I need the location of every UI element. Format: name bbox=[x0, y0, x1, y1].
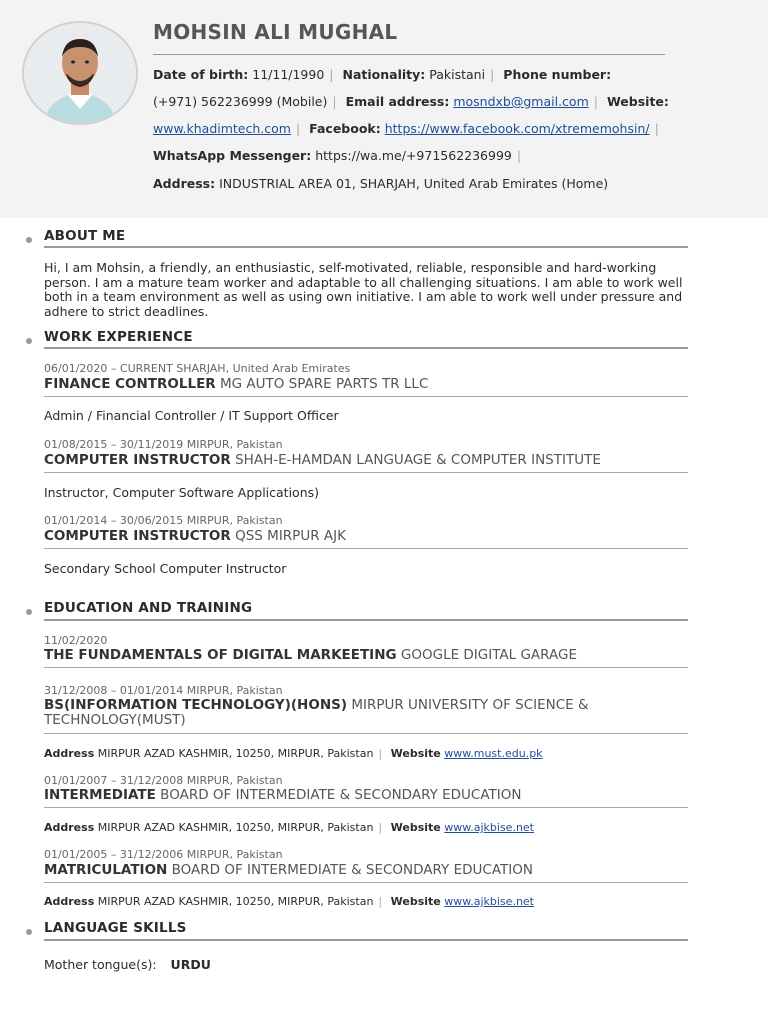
info-line-3: www.khadimtech.com | Facebook: https://www.facebook.com/xtrememohsin/ | bbox=[153, 121, 659, 136]
whatsapp-value: https://wa.me/+971562236999 bbox=[315, 148, 512, 163]
section-bullet-icon bbox=[26, 338, 32, 344]
about-section-title: ABOUT ME bbox=[44, 228, 126, 244]
candidate-name: MOHSIN ALI MUGHAL bbox=[153, 20, 398, 44]
about-text: Hi, I am Mohsin, a friendly, an enthusiastic, self-motivated, reliable, responsible and hard-working person. I am a mature team worker and adaptable to all challenging situations. I am able to work well both in a team environment as well as using own initiative. I am able to work well under pressure and adhere to strict deadlines. bbox=[44, 260, 683, 319]
work-entry-title bbox=[44, 453, 684, 468]
address-label: Address: bbox=[153, 176, 216, 191]
work-date: 01/01/2014 – 30/06/2015 MIRPUR, Pakistan bbox=[44, 514, 283, 527]
info-line-2: (+971) 562236999 (Mobile) | Email address: mosndxb@gmail.com | Website: bbox=[153, 94, 669, 109]
education-website-link[interactable]: www.must.edu.pk bbox=[444, 747, 543, 760]
language-divider bbox=[44, 939, 688, 941]
education-org: BOARD OF INTERMEDIATE & SECONDARY EDUCATION bbox=[160, 787, 522, 803]
email-link[interactable]: mosndxb@gmail.com bbox=[453, 94, 589, 109]
section-bullet-icon bbox=[26, 929, 32, 935]
education-divider bbox=[44, 619, 688, 621]
work-desc: Admin / Financial Controller / IT Support Officer bbox=[44, 408, 339, 423]
work-entry-title bbox=[44, 377, 684, 392]
info-line-5 bbox=[153, 176, 608, 191]
education-address-line: Address MIRPUR AZAD KASHMIR, 10250, MIRPUR, Pakistan | Website www.must.edu.pk bbox=[44, 747, 543, 760]
education-address: MIRPUR AZAD KASHMIR, 10250, MIRPUR, Pakistan bbox=[97, 821, 374, 834]
person-avatar-icon bbox=[24, 23, 136, 123]
education-website-label: Website bbox=[390, 895, 441, 908]
website-label: Website: bbox=[606, 94, 669, 109]
work-section-title: WORK EXPERIENCE bbox=[44, 329, 193, 345]
education-section-title: EDUCATION AND TRAINING bbox=[44, 600, 253, 616]
education-entry-divider bbox=[44, 667, 688, 668]
work-role: FINANCE CONTROLLER bbox=[44, 376, 216, 392]
education-date: 31/12/2008 – 01/01/2014 MIRPUR, Pakistan bbox=[44, 684, 283, 697]
about-divider bbox=[44, 246, 688, 248]
education-degree: BS(INFORMATION TECHNOLOGY)(HONS) bbox=[44, 697, 348, 713]
education-entry-title bbox=[44, 863, 684, 878]
section-bullet-icon bbox=[26, 609, 32, 615]
dob-value: 11/11/1990 bbox=[252, 67, 325, 82]
education-entry-divider bbox=[44, 882, 688, 883]
education-date: 01/01/2005 – 31/12/2006 MIRPUR, Pakistan bbox=[44, 848, 283, 861]
education-address-label: Address bbox=[44, 895, 95, 908]
work-role: COMPUTER INSTRUCTOR bbox=[44, 452, 231, 468]
mother-tongue-label: Mother tongue(s): bbox=[44, 957, 157, 972]
nationality-value: Pakistani bbox=[429, 67, 486, 82]
dob-label: Date of birth: bbox=[153, 67, 249, 82]
education-entry-title bbox=[44, 788, 684, 803]
work-entry-divider bbox=[44, 472, 688, 473]
education-entry-title bbox=[44, 648, 684, 663]
education-address-line: Address MIRPUR AZAD KASHMIR, 10250, MIRPUR, Pakistan | Website www.ajkbise.net bbox=[44, 895, 534, 908]
education-website-link[interactable]: www.ajkbise.net bbox=[444, 895, 534, 908]
work-desc: Secondary School Computer Instructor bbox=[44, 561, 287, 576]
language-section-title: LANGUAGE SKILLS bbox=[44, 920, 187, 936]
work-org: SHAH-E-HAMDAN LANGUAGE & COMPUTER INSTITUTE bbox=[235, 452, 601, 468]
work-divider bbox=[44, 347, 688, 349]
website-link[interactable]: www.khadimtech.com bbox=[153, 121, 291, 136]
work-entry-divider bbox=[44, 548, 688, 549]
work-role: COMPUTER INSTRUCTOR bbox=[44, 528, 231, 544]
education-org: MIRPUR UNIVERSITY OF SCIENCE & TECHNOLOGY(MUST) bbox=[44, 697, 589, 728]
education-degree: MATRICULATION bbox=[44, 862, 168, 878]
name-divider bbox=[153, 54, 665, 55]
work-entry-title bbox=[44, 529, 684, 544]
education-website-link[interactable]: www.ajkbise.net bbox=[444, 821, 534, 834]
education-degree: INTERMEDIATE bbox=[44, 787, 156, 803]
email-label: Email address: bbox=[345, 94, 450, 109]
header-panel bbox=[0, 0, 768, 218]
work-entry-divider bbox=[44, 396, 688, 397]
whatsapp-label: WhatsApp Messenger: bbox=[153, 148, 312, 163]
mother-tongue-line bbox=[44, 957, 211, 972]
info-line-1: Date of birth: 11/11/1990 | Nationality: Pakistani | Phone number: bbox=[153, 67, 612, 82]
mother-tongue-value: URDU bbox=[170, 957, 211, 972]
education-date: 01/01/2007 – 31/12/2008 MIRPUR, Pakistan bbox=[44, 774, 283, 787]
section-bullet-icon bbox=[26, 237, 32, 243]
education-org: GOOGLE DIGITAL GARAGE bbox=[400, 647, 577, 663]
education-address-label: Address bbox=[44, 821, 95, 834]
work-org: QSS MIRPUR AJK bbox=[235, 528, 346, 544]
work-date: 01/08/2015 – 30/11/2019 MIRPUR, Pakistan bbox=[44, 438, 283, 451]
education-org: BOARD OF INTERMEDIATE & SECONDARY EDUCATION bbox=[171, 862, 533, 878]
work-desc: Instructor, Computer Software Applications) bbox=[44, 485, 320, 500]
education-entry-divider bbox=[44, 807, 688, 808]
work-org: MG AUTO SPARE PARTS TR LLC bbox=[220, 376, 429, 392]
phone-value: (+971) 562236999 (Mobile) bbox=[153, 94, 328, 109]
phone-label: Phone number: bbox=[503, 67, 612, 82]
facebook-link[interactable]: https://www.facebook.com/xtrememohsin/ bbox=[384, 121, 650, 136]
work-date: 06/01/2020 – CURRENT SHARJAH, United Arab Emirates bbox=[44, 362, 351, 375]
education-address-label: Address bbox=[44, 747, 95, 760]
education-website-label: Website bbox=[390, 747, 441, 760]
education-entry-divider bbox=[44, 733, 688, 734]
education-entry-title bbox=[44, 698, 684, 728]
education-website-label: Website bbox=[390, 821, 441, 834]
education-date: 11/02/2020 bbox=[44, 634, 108, 647]
education-address: MIRPUR AZAD KASHMIR, 10250, MIRPUR, Pakistan bbox=[97, 895, 374, 908]
education-address-line: Address MIRPUR AZAD KASHMIR, 10250, MIRPUR, Pakistan | Website www.ajkbise.net bbox=[44, 821, 534, 834]
education-address: MIRPUR AZAD KASHMIR, 10250, MIRPUR, Pakistan bbox=[97, 747, 374, 760]
address-value: INDUSTRIAL AREA 01, SHARJAH, United Arab Emirates (Home) bbox=[219, 176, 609, 191]
education-degree: THE FUNDAMENTALS OF DIGITAL MARKEETING bbox=[44, 647, 397, 663]
nationality-label: Nationality: bbox=[342, 67, 426, 82]
facebook-label: Facebook: bbox=[309, 121, 381, 136]
info-line-4: WhatsApp Messenger: https://wa.me/+971562236999 | bbox=[153, 148, 522, 163]
profile-photo bbox=[22, 21, 138, 125]
